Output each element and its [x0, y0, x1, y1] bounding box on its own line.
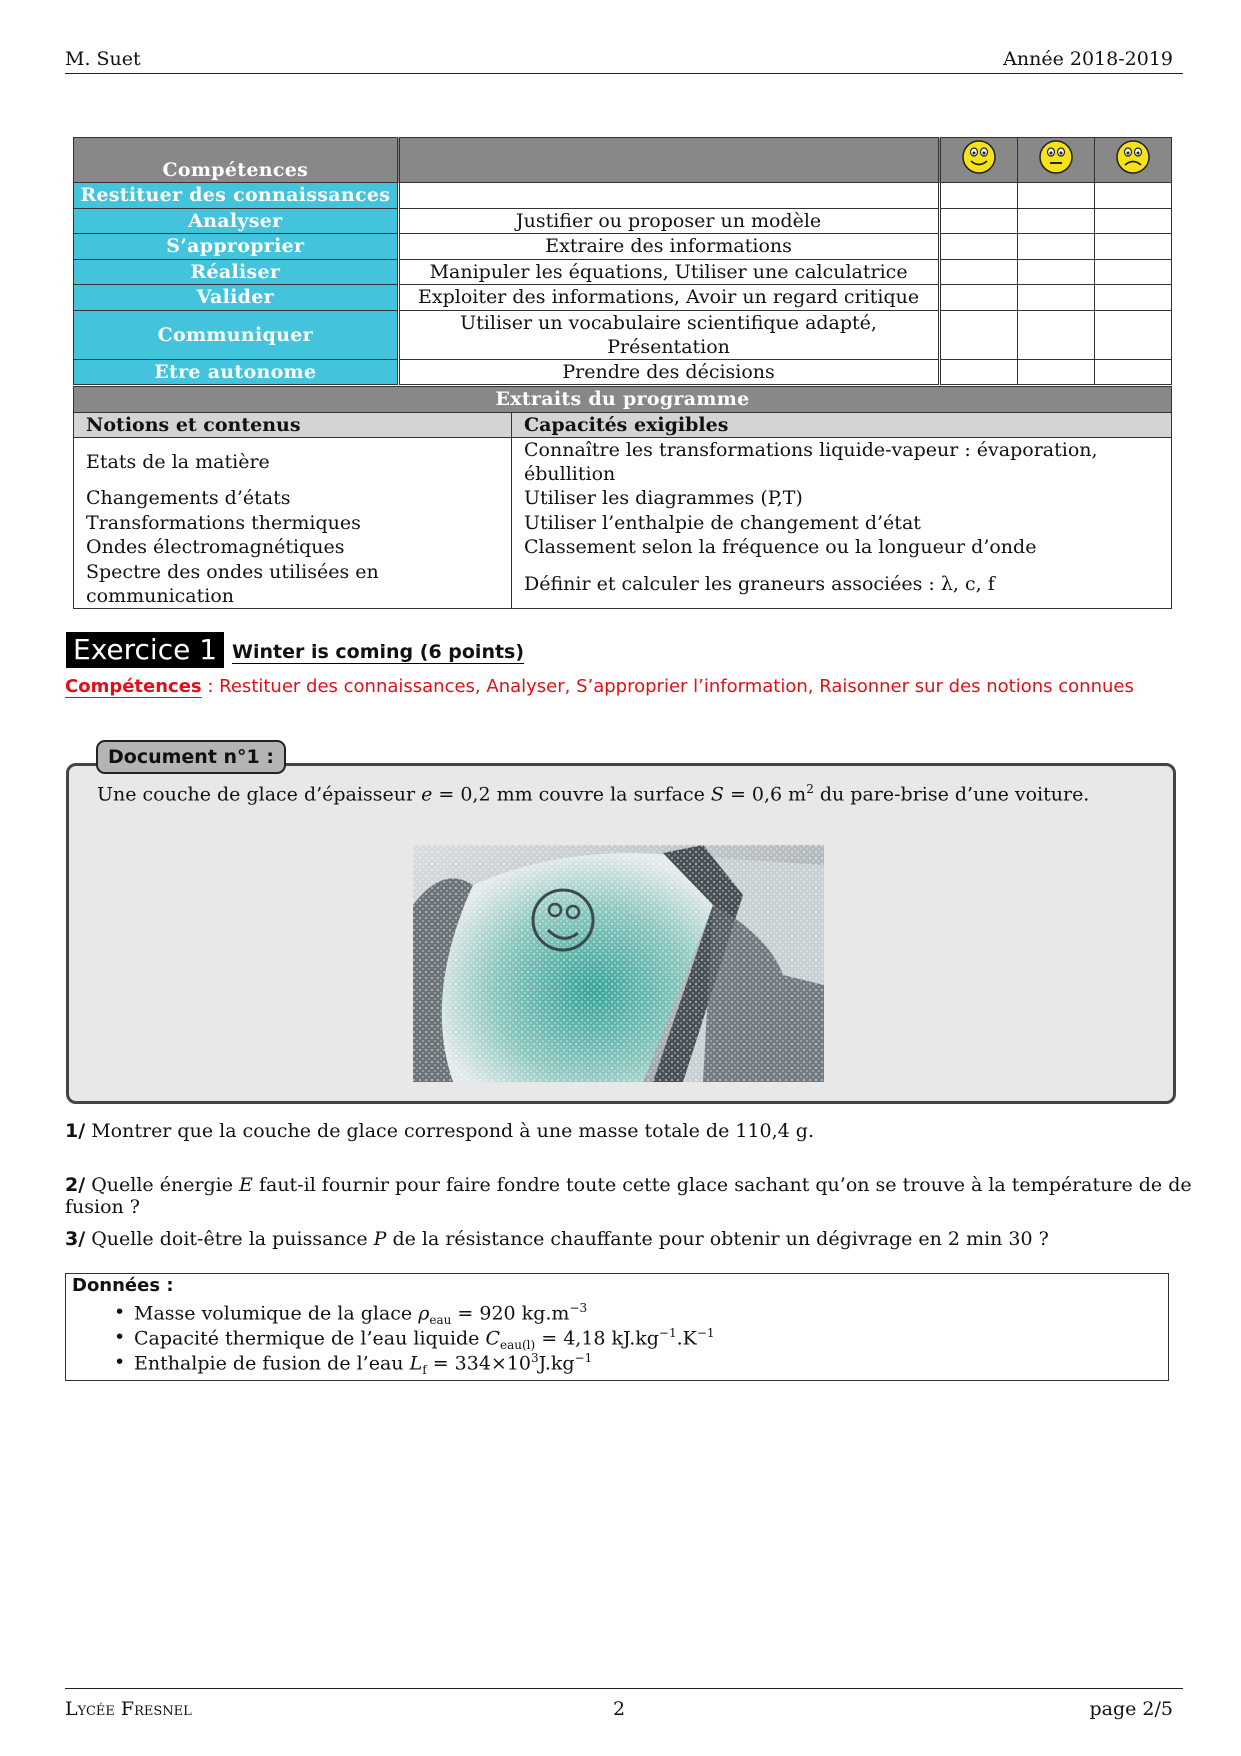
- sad-smiley-icon: [1115, 139, 1151, 175]
- competence-row: [74, 234, 1172, 260]
- competence-row: [74, 183, 1172, 209]
- header-author: M. Suet: [65, 48, 141, 70]
- programme-col-capacites: Capacités exigibles: [512, 412, 1172, 438]
- competence-desc: Manipuler les équations, Utiliser une calculatrice: [398, 259, 939, 285]
- competence-desc: Justifier ou proposer un modèle: [398, 208, 939, 234]
- competence-row: [74, 310, 1172, 359]
- competence-name: Réaliser: [74, 259, 399, 285]
- question-2: 2/ Quelle énergie E faut-il fournir pour faire fondre toute cette glace sachant qu’on se trouve à la température de de fusion ?: [65, 1174, 1192, 1218]
- competences-title: Compétences: [74, 138, 399, 183]
- programme-title: Extraits du programme: [74, 387, 1172, 413]
- competence-name: Restituer des connaissances: [74, 183, 399, 209]
- neutral-smiley-icon: [1038, 139, 1074, 175]
- programme-capacite: Classement selon la fréquence ou la longueur d’onde: [512, 535, 1172, 560]
- competence-desc: [398, 183, 939, 209]
- question-1: 1/ Montrer que la couche de glace correspond à une masse totale de 110,4 g.: [65, 1120, 814, 1142]
- programme-capacite: Connaître les transformations liquide-vapeur : évaporation, ébullition: [512, 438, 1172, 487]
- competences-header-row: [74, 138, 1172, 183]
- competence-desc: Extraire des informations: [398, 234, 939, 260]
- competence-name: Etre autonome: [74, 359, 399, 385]
- competence-desc: Prendre des décisions: [398, 359, 939, 385]
- competence-row: [74, 259, 1172, 285]
- programme-row: [74, 438, 1172, 487]
- competences-text: : Restituer des connaissances, Analyser, S’approprier l’information, Raisonner sur des notions connues: [201, 676, 1134, 697]
- programme-notion: Transformations thermiques: [74, 511, 512, 536]
- header-year: Année 2018-2019: [1003, 48, 1173, 70]
- competences-label: Compétences: [65, 676, 202, 697]
- document-text: Une couche de glace d’épaisseur e = 0,2 mm couvre la surface S = 0,6 $m^2$ du pare-brise d’une voiture.: [97, 782, 1090, 806]
- programme-table: [73, 386, 1172, 609]
- footer-rule: [65, 1688, 1183, 1689]
- programme-row: [74, 535, 1172, 560]
- donnees-title: Données :: [72, 1275, 174, 1296]
- competence-name: Valider: [74, 285, 399, 311]
- programme-row: [74, 511, 1172, 536]
- competence-row: [74, 285, 1172, 311]
- programme-notion: Ondes électromagnétiques: [74, 535, 512, 560]
- programme-col-notions: Notions et contenus: [74, 412, 512, 438]
- competence-row: [74, 359, 1172, 385]
- header-rule: [65, 73, 1183, 74]
- programme-row: [74, 560, 1172, 609]
- exercise-title: Winter is coming (6 points): [232, 641, 525, 663]
- donnee-item: • Enthalpie de fusion de l’eau $L_f = 334\times 10^3J.kg^{-1}$: [134, 1351, 592, 1377]
- exercise-badge: Exercice 1: [66, 632, 224, 668]
- footer-page-of: page 2/5: [1089, 1698, 1173, 1720]
- happy-smiley-icon: [961, 139, 997, 175]
- programme-capacite: Définir et calculer les graneurs associées : λ, c, f: [512, 560, 1172, 609]
- donnee-item: • Masse volumique de la glace $\rho_{eau} = 920$ $kg.m^{-3}$: [134, 1301, 587, 1327]
- frosted-windshield-photo: [413, 845, 824, 1082]
- competence-name: Communiquer: [74, 310, 399, 359]
- programme-notion: Changements d’états: [74, 486, 512, 511]
- footer-page-number: 2: [613, 1698, 626, 1720]
- competence-desc: Utiliser un vocabulaire scientifique adapté, Présentation: [398, 310, 939, 359]
- exercise-competences: [65, 676, 1134, 697]
- competences-table: [73, 137, 1172, 385]
- competence-row: [74, 208, 1172, 234]
- programme-capacite: Utiliser l’enthalpie de changement d’état: [512, 511, 1172, 536]
- competence-desc: Exploiter des informations, Avoir un regard critique: [398, 285, 939, 311]
- competence-name: S’approprier: [74, 234, 399, 260]
- competence-name: Analyser: [74, 208, 399, 234]
- document-tab: Document n°1 :: [96, 740, 286, 774]
- programme-row: [74, 486, 1172, 511]
- programme-capacite: Utiliser les diagrammes (P,T): [512, 486, 1172, 511]
- footer-school: Lycée Fresnel: [65, 1698, 192, 1720]
- programme-notion: Etats de la matière: [74, 438, 512, 487]
- programme-notion: Spectre des ondes utilisées en communication: [74, 560, 512, 609]
- question-3: 3/ Quelle doit-être la puissance P de la résistance chauffante pour obtenir un dégivrage en 2 min 30 ?: [65, 1228, 1049, 1250]
- donnee-item: • Capacité thermique de l’eau liquide $C_{eau(l)} = 4,18$ $kJ.kg^{-1}.K^{-1}$: [134, 1326, 715, 1352]
